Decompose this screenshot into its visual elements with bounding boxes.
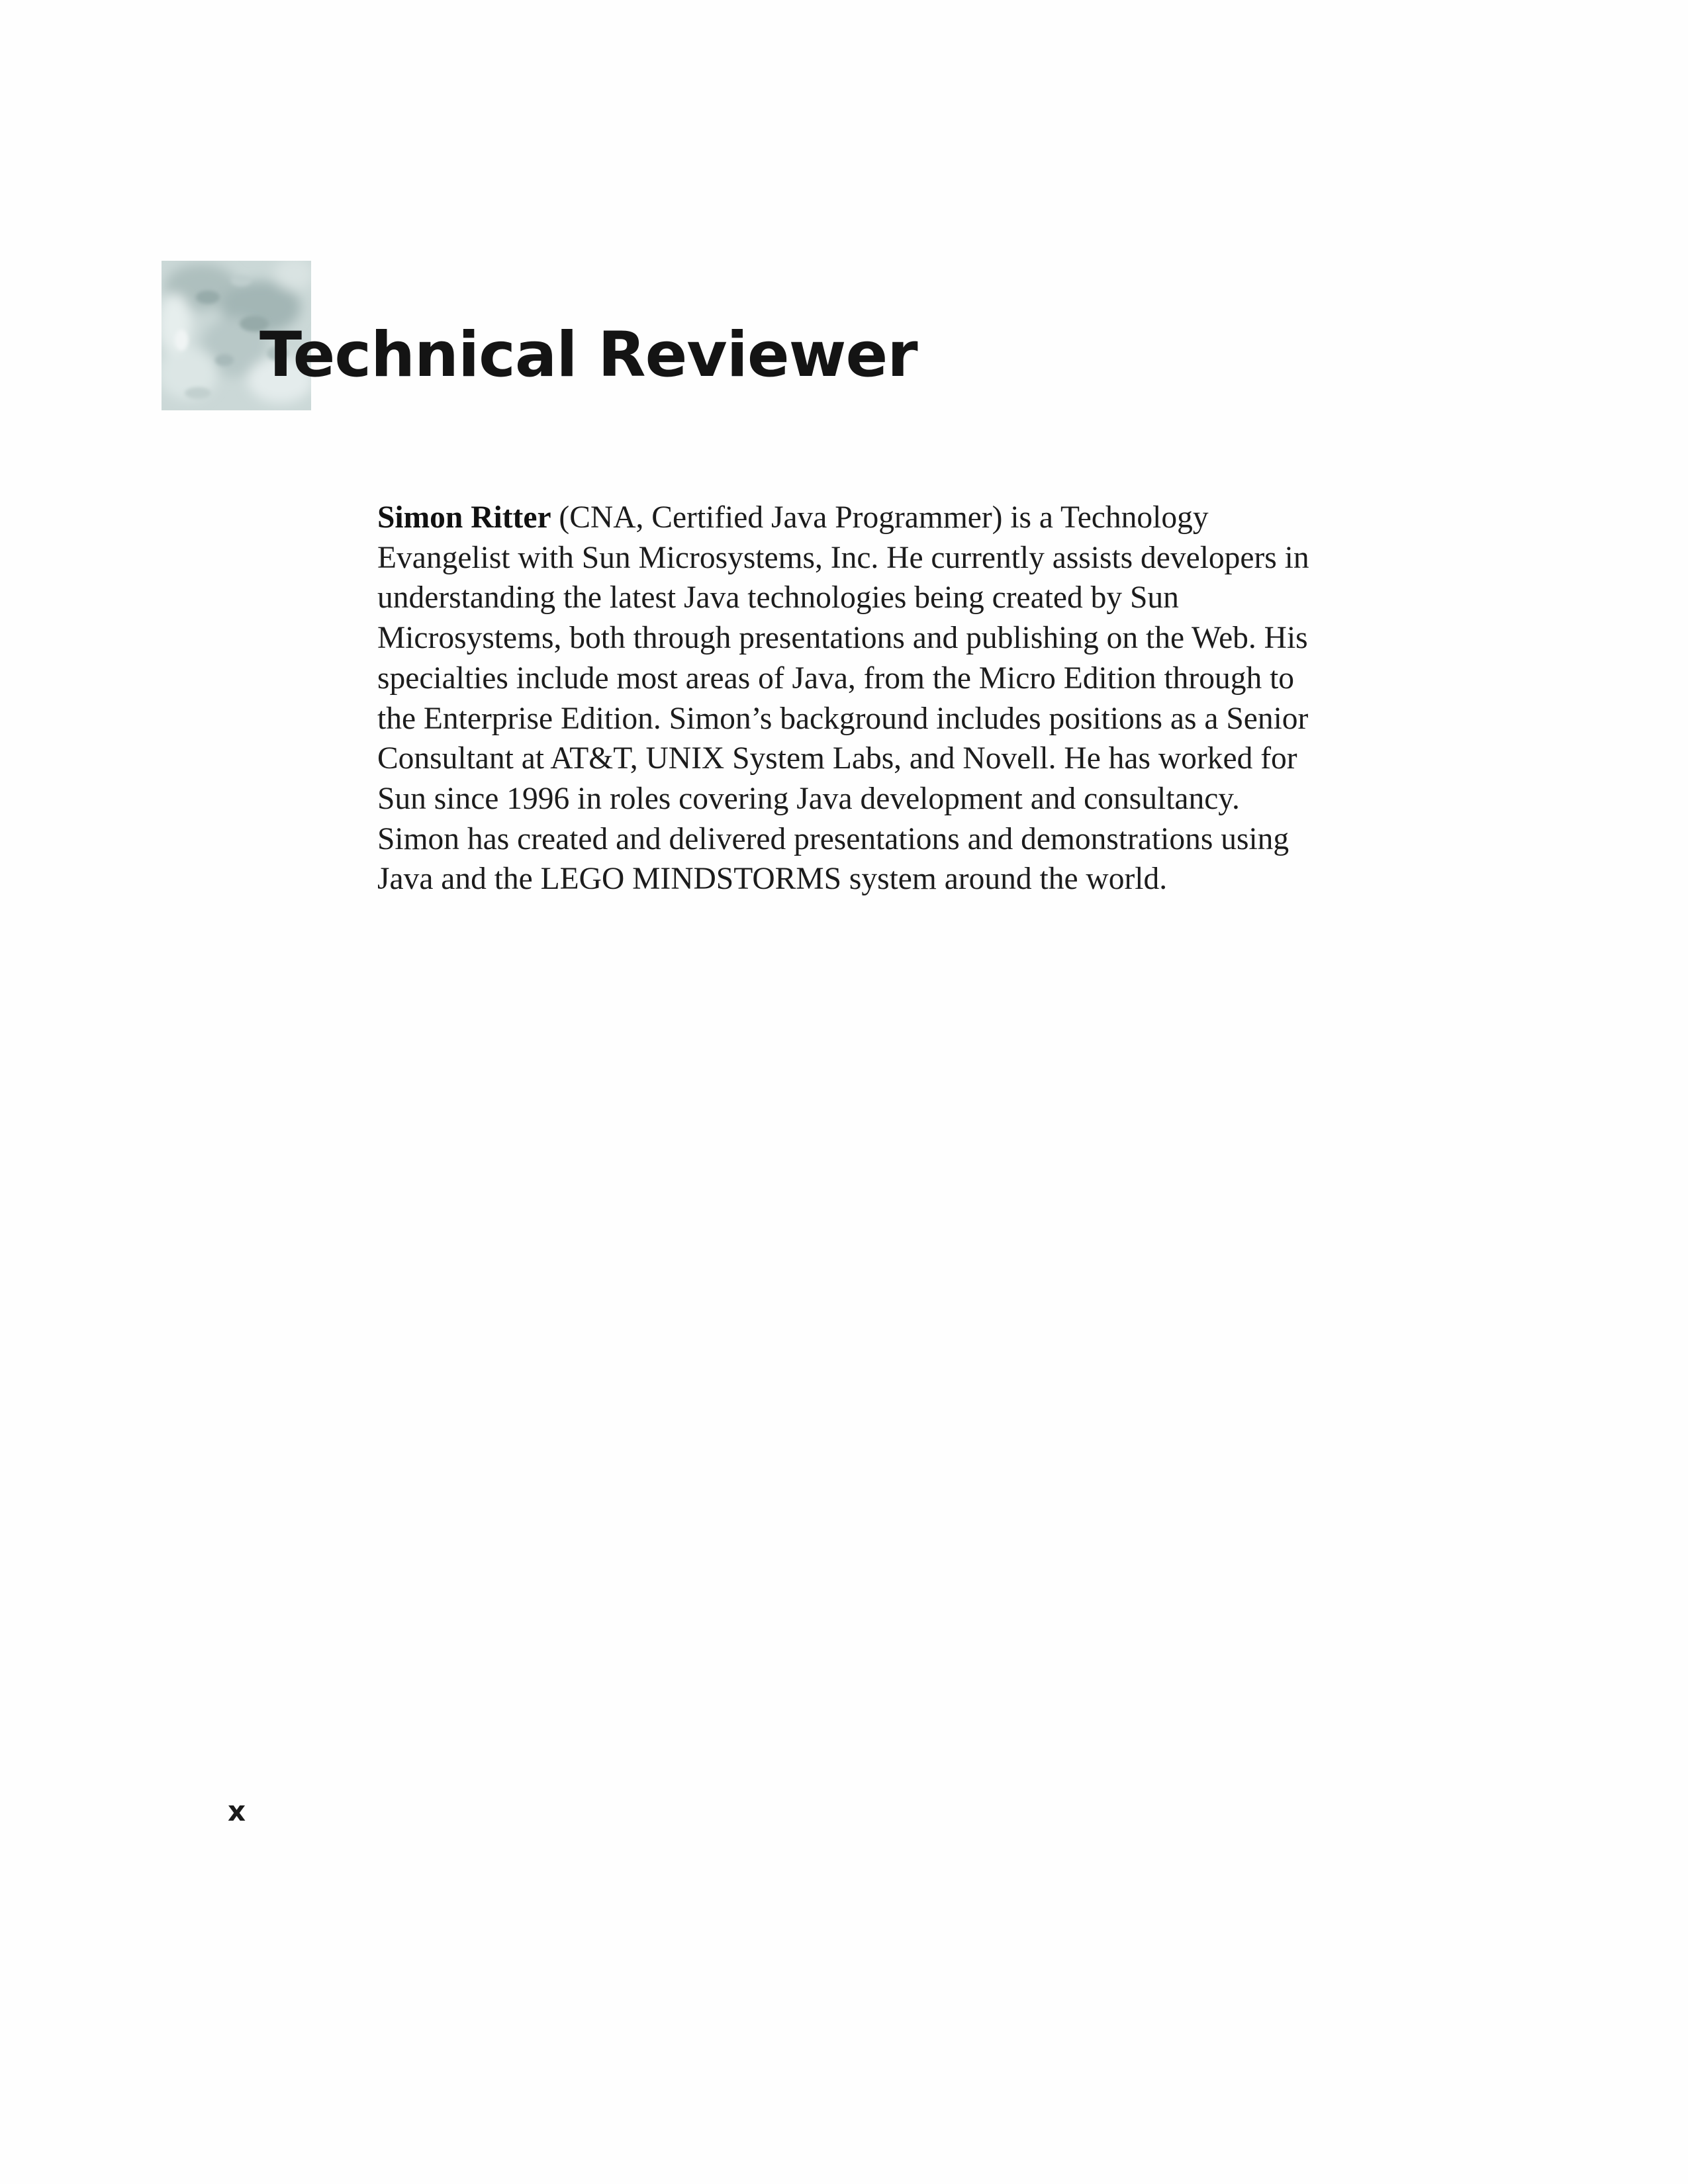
bio-line: the Enterprise Edition. Simon’s background includes positions as a Senior bbox=[377, 701, 1309, 736]
page-title: Technical Reviewer bbox=[259, 319, 917, 391]
bio-line: understanding the latest Java technologies being created by Sun bbox=[377, 580, 1179, 615]
bio-line: Simon has created and delivered presentations and demonstrations using bbox=[377, 821, 1289, 856]
bio-line bbox=[377, 498, 1350, 538]
bio-line: Java and the LEGO MINDSTORMS system around the world. bbox=[377, 862, 1168, 897]
page-number: x bbox=[228, 1795, 246, 1827]
bio-line: Microsystems, both through presentations and publishing on the Web. His bbox=[377, 621, 1308, 656]
bio-line: Evangelist with Sun Microsystems, Inc. He currently assists developers in bbox=[377, 540, 1309, 575]
bio-line-text: (CNA, Certified Java Programmer) is a Technology bbox=[551, 500, 1209, 535]
reviewer-bio-paragraph bbox=[377, 498, 1350, 899]
reviewer-name: Simon Ritter bbox=[377, 500, 551, 535]
bio-line: Sun since 1996 in roles covering Java development and consultancy. bbox=[377, 781, 1240, 816]
bio-line: specialties include most areas of Java, from the Micro Edition through to bbox=[377, 660, 1295, 696]
bio-line: Consultant at AT&T, UNIX System Labs, and Novell. He has worked for bbox=[377, 741, 1297, 776]
